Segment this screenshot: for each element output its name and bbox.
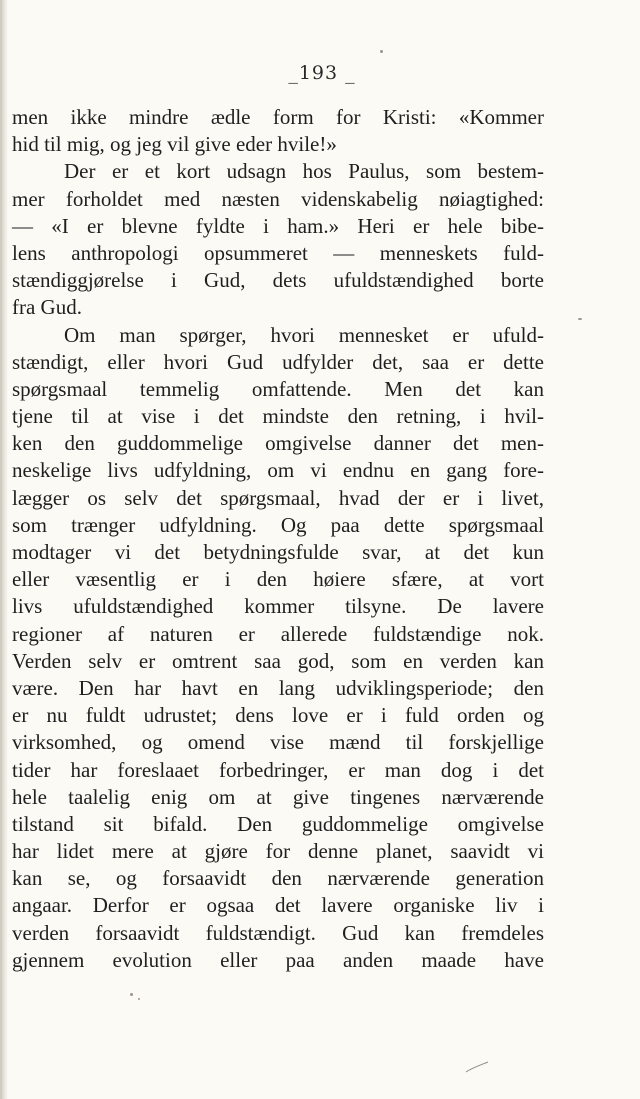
text-line: livs ufuldstændighed kommer tilsyne. De lavere xyxy=(12,594,544,619)
text-line: Om man spørger, hvori mennesket er ufuld- xyxy=(64,322,544,347)
text-line: som trænger udfyldning. Og paa dette spørgsmaal xyxy=(12,512,544,537)
text-line: være. Den har havt en lang udviklingsperiode; den xyxy=(12,675,544,700)
text-line: neskelige livs udfyldning, om vi endnu en gang fore- xyxy=(12,458,544,483)
paper-speck xyxy=(380,50,383,53)
paper-speck xyxy=(138,998,140,1000)
pencil-mark xyxy=(464,1060,490,1074)
text-line: tilstand sit bifald. Den guddommelige omgivelse xyxy=(12,811,544,836)
text-line: men ikke mindre ædle form for Kristi: «Kommer xyxy=(12,105,544,129)
text-line: angaar. Derfor er ogsaa det lavere organiske liv i xyxy=(12,893,544,918)
text-line: modtager vi det betydningsfulde svar, at det kun xyxy=(12,540,544,564)
text-line: hele taalelig enig om at give tingenes nærværende xyxy=(12,784,544,809)
text-line: regioner af naturen er allerede fuldstændige nok. xyxy=(12,621,544,646)
text-line: fra Gud. xyxy=(12,295,82,320)
text-line: virksomhed, og omend vise mænd til forskjellige xyxy=(12,730,544,755)
text-line: mer forholdet med næsten videnskabelig nøiagtighed: xyxy=(12,186,544,211)
text-line: tjene til at vise i det mindste den retning, i hvil- xyxy=(12,404,544,429)
text-line: Der er et kort udsagn hos Paulus, som bestem- xyxy=(64,159,544,184)
text-line: stændigt, eller hvori Gud udfylder det, saa er dette xyxy=(12,349,544,374)
text-line: eller væsentlig er i den høiere sfære, at vort xyxy=(12,567,544,592)
text-line: ken den guddommelige omgivelse danner det men- xyxy=(12,431,544,456)
text-line: kan se, og forsaavidt den nærværende generation xyxy=(12,866,544,891)
paper-speck xyxy=(130,993,133,996)
text-line: hid til mig, og jeg vil give eder hvile!» xyxy=(12,132,337,157)
text-line: tider har foreslaaet forbedringer, er man dog i det xyxy=(12,757,544,782)
text-line: spørgsmaal temmelig omfattende. Men det kan xyxy=(12,376,544,401)
page-number: _193 _ xyxy=(288,62,356,84)
text-line: — «I er blevne fyldte i ham.» Heri er hele bibe- xyxy=(12,213,544,238)
text-line: lægger os selv det spørgsmaal, hvad der er i livet, xyxy=(12,485,544,510)
paper-speck xyxy=(578,318,582,320)
text-line: gjennem evolution eller paa anden maade have xyxy=(12,947,544,972)
text-line: verden forsaavidt fuldstændigt. Gud kan fremdeles xyxy=(12,920,544,945)
page-gutter-shadow xyxy=(2,0,8,1099)
body-text xyxy=(12,104,544,974)
text-line: har lidet mere at gjøre for denne planet, saavidt vi xyxy=(12,839,544,864)
text-line: stændiggjørelse i Gud, dets ufuldstændighed borte xyxy=(12,268,544,293)
text-line: lens anthropologi opsummeret — menneskets fuld- xyxy=(12,240,544,265)
text-line: er nu fuldt udrustet; dens love er i fuld orden og xyxy=(12,703,544,728)
text-line: Verden selv er omtrent saa god, som en verden kan xyxy=(12,648,544,673)
